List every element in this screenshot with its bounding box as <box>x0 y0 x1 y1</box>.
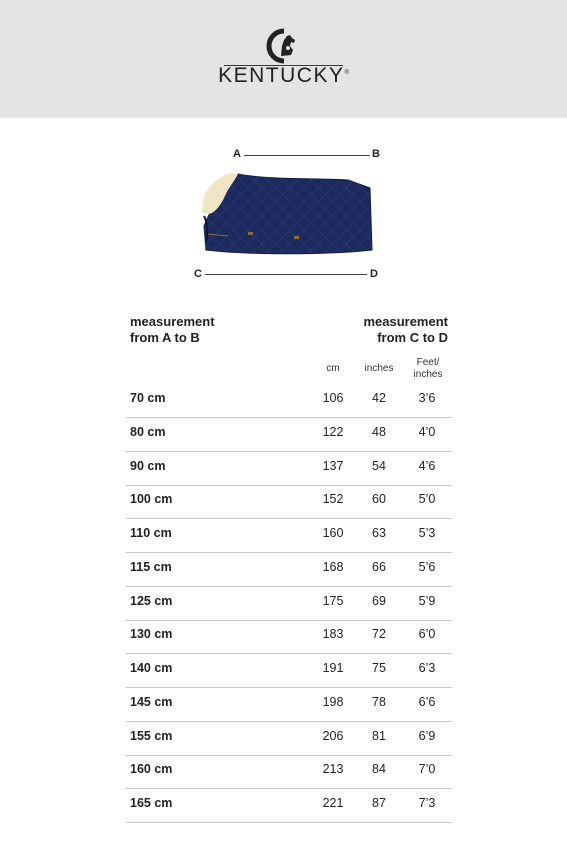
label-a: A <box>233 148 241 160</box>
size-cell: 70 cm <box>130 391 166 405</box>
col-header-feet-inches: Feet/ inches <box>413 357 443 380</box>
cm-cell: 206 <box>322 728 344 743</box>
label-d: D <box>370 268 378 280</box>
cm-cell: 137 <box>322 458 344 473</box>
inches-cell: 63 <box>372 526 386 540</box>
table-row <box>126 687 452 722</box>
cm-cell: 191 <box>322 661 344 675</box>
feet-inches-cell: 5’3 <box>418 526 436 540</box>
cm-cell: 175 <box>322 593 344 608</box>
col-header-inches: inches <box>364 363 394 374</box>
cm-cell: 106 <box>322 391 344 405</box>
inches-cell: 87 <box>372 796 386 810</box>
feet-inches-cell: 5’0 <box>418 492 436 507</box>
feet-inches-cell: 6’0 <box>418 627 436 642</box>
table-row <box>126 721 452 756</box>
size-cell: 145 cm <box>130 694 173 709</box>
size-cell: 90 cm <box>130 458 166 473</box>
brand-wordmark: KENTUCKY® <box>218 64 349 87</box>
inches-cell: 78 <box>372 694 386 709</box>
inches-cell: 81 <box>372 728 386 743</box>
feet-inches-cell: 6’3 <box>418 661 436 675</box>
feet-inches-cell: 5’9 <box>418 593 436 608</box>
table-row <box>126 451 452 486</box>
feet-inches-cell: 7’3 <box>418 796 436 810</box>
inches-cell: 75 <box>372 661 386 675</box>
table-row <box>126 653 452 688</box>
table-row <box>126 383 452 418</box>
label-c: C <box>194 268 202 280</box>
size-cell: 140 cm <box>130 661 173 675</box>
table-row <box>126 586 452 621</box>
inches-cell: 66 <box>372 559 386 574</box>
cm-cell: 160 <box>322 526 344 540</box>
line-c-d <box>205 274 367 275</box>
cm-cell: 213 <box>322 762 344 777</box>
cm-cell: 122 <box>322 424 344 439</box>
inches-cell: 48 <box>372 424 386 439</box>
size-cell: 100 cm <box>130 492 173 507</box>
kentucky-horse-logo-icon <box>264 28 304 64</box>
feet-inches-cell: 6’9 <box>418 728 436 743</box>
feet-inches-cell: 3’6 <box>418 391 436 405</box>
inches-cell: 60 <box>372 492 386 507</box>
header-c-to-d: measurement from C to D <box>363 314 448 345</box>
table-row <box>126 417 452 452</box>
cm-cell: 168 <box>322 559 344 574</box>
rug-measurement-diagram <box>0 140 567 290</box>
table-row <box>126 484 452 519</box>
feet-inches-cell: 4’6 <box>418 458 436 473</box>
cm-cell: 152 <box>322 492 344 507</box>
header-a-to-b: measurement from A to B <box>130 314 215 345</box>
size-cell: 160 cm <box>130 762 173 777</box>
size-cell: 165 cm <box>130 796 173 810</box>
size-cell: 130 cm <box>130 627 173 642</box>
cm-cell: 221 <box>322 796 344 810</box>
inches-cell: 72 <box>372 627 386 642</box>
table-row <box>126 788 452 823</box>
table-row <box>126 754 452 789</box>
inches-cell: 69 <box>372 593 386 608</box>
table-row <box>126 518 452 553</box>
size-cell: 110 cm <box>130 526 172 540</box>
table-row <box>126 552 452 587</box>
inches-cell: 84 <box>372 762 386 777</box>
col-header-cm: cm <box>326 363 340 374</box>
label-b: B <box>372 148 380 160</box>
inches-cell: 42 <box>372 391 386 405</box>
size-cell: 80 cm <box>130 424 166 439</box>
feet-inches-cell: 4’0 <box>418 424 436 439</box>
feet-inches-cell: 6’6 <box>418 694 436 709</box>
horse-rug-image <box>198 166 378 262</box>
cm-cell: 183 <box>322 627 344 642</box>
feet-inches-cell: 5’6 <box>418 559 436 574</box>
cm-cell: 198 <box>322 694 344 709</box>
size-cell: 125 cm <box>130 593 173 608</box>
brand-header <box>0 0 567 118</box>
table-row <box>126 619 452 654</box>
line-a-b <box>244 155 370 156</box>
size-cell: 155 cm <box>130 728 173 743</box>
inches-cell: 54 <box>372 458 386 473</box>
size-cell: 115 cm <box>130 559 172 574</box>
feet-inches-cell: 7’0 <box>418 762 436 777</box>
